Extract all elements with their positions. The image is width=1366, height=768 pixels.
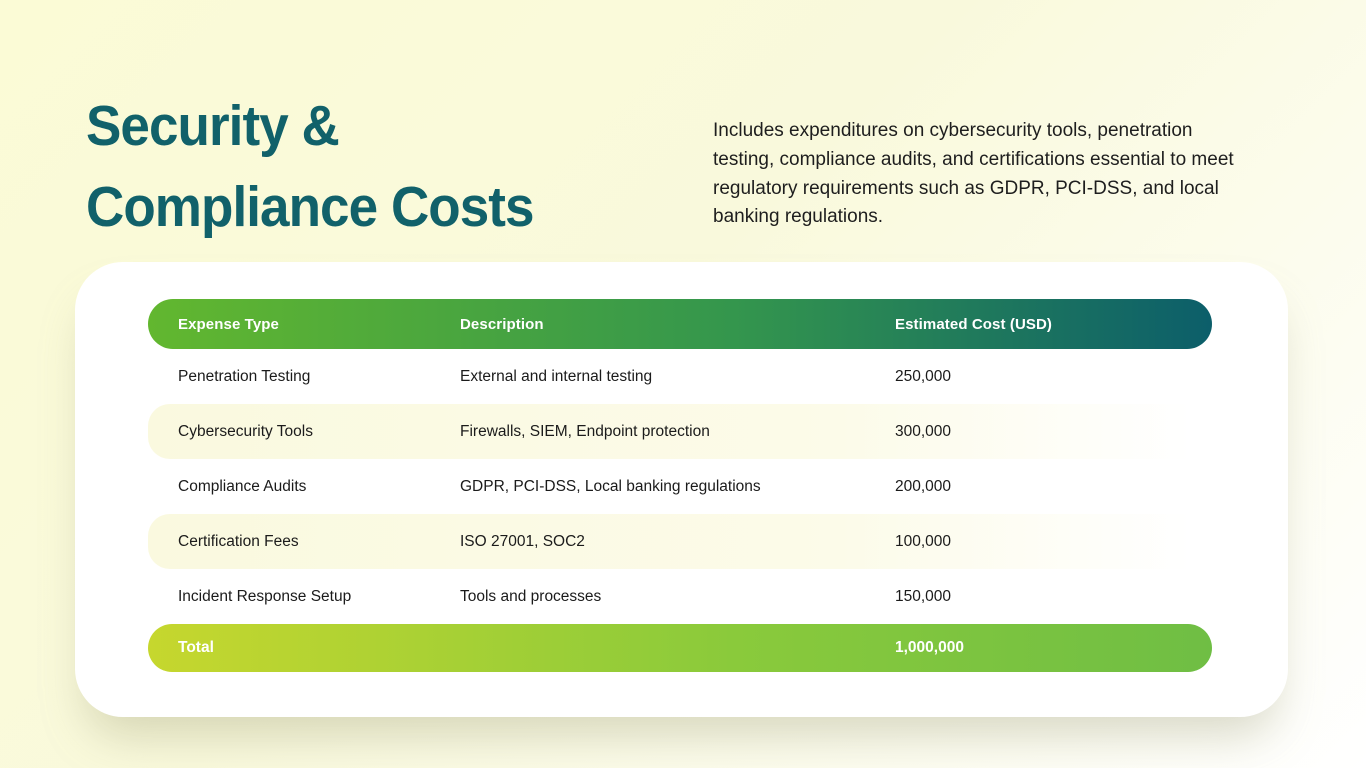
cell-expense-type: Compliance Audits [178,477,307,495]
cell-description: Tools and processes [460,587,602,605]
cell-description: Firewalls, SIEM, Endpoint protection [460,422,710,440]
table-header-row [148,299,1212,349]
page-title-line-1: Security & [86,94,339,158]
page-title [86,86,534,248]
cell-description: ISO 27001, SOC2 [460,532,585,550]
table-row [148,349,1212,404]
table-row [148,459,1212,514]
column-header-estimated-cost: Estimated Cost (USD) [895,315,1053,333]
table-row [148,569,1212,624]
costs-table [148,299,1212,672]
cell-description: External and internal testing [460,367,653,385]
table-row [148,514,1212,569]
cell-cost: 150,000 [895,587,952,605]
cell-expense-type: Incident Response Setup [178,587,352,605]
cell-cost: 200,000 [895,477,952,495]
description-text: Includes expenditures on cybersecurity tools, penetration testing, compliance audits, and certifications essential to meet regulatory requirements such as GDPR, PCI-DSS, and local banking regulations. [713,120,1234,228]
cell-description: GDPR, PCI-DSS, Local banking regulations [460,477,761,495]
table-row [148,404,1212,459]
total-cost: 1,000,000 [895,639,964,656]
cell-cost: 100,000 [895,532,952,550]
cell-expense-type: Penetration Testing [178,367,311,385]
total-label: Total [178,639,214,656]
page-title-line-2: Compliance Costs [86,175,534,239]
column-header-expense-type: Expense Type [178,315,279,333]
cell-expense-type: Cybersecurity Tools [178,422,313,440]
column-header-description: Description [460,315,544,333]
cell-expense-type: Certification Fees [178,532,299,550]
table-card [75,262,1288,717]
table-total-row [148,624,1212,672]
cell-cost: 250,000 [895,367,952,385]
cell-cost: 300,000 [895,422,952,440]
